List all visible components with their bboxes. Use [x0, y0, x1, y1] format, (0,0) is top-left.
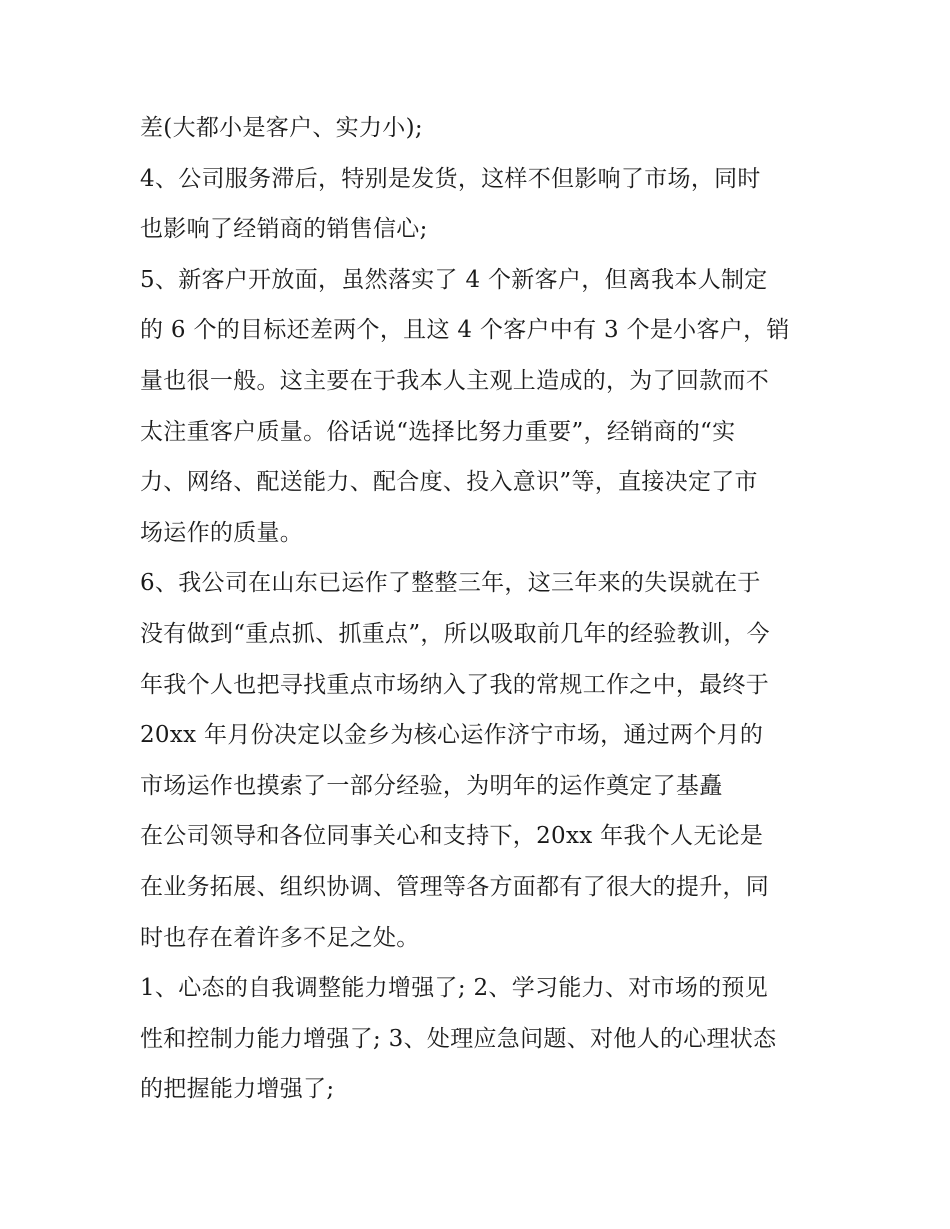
text-line: 年我个人也把寻找重点市场纳入了我的常规工作之中，最终于: [140, 671, 770, 698]
text-line: 的把握能力增强了;: [140, 1076, 335, 1103]
text-line: 量也很一般。这主要在于我本人主观上造成的，为了回款而不: [140, 367, 770, 394]
text-line: 5、新客户开放面，虽然落实了 4 个新客户，但离我本人制定: [140, 266, 768, 293]
text-line: 市场运作也摸索了一部分经验，为明年的运作奠定了基矗: [140, 772, 723, 799]
text-line: 在公司领导和各位同事关心和支持下，20xx 年我个人无论是: [140, 823, 764, 850]
text-line: 6、我公司在山东已运作了整整三年，这三年来的失误就在于: [140, 570, 761, 597]
text-line: 4、公司服务滞后，特别是发货，这样不但影响了市场，同时: [140, 165, 761, 192]
text-line: 太注重客户质量。俗话说“选择比努力重要”，经销商的“实: [140, 418, 736, 445]
text-line: 时也存在着许多不足之处。: [140, 924, 420, 951]
text-line: 也影响了经销商的销售信心;: [140, 216, 428, 243]
text-line: 1、心态的自我调整能力增强了; 2、学习能力、对市场的预见: [140, 975, 769, 1002]
text-line: 在业务拓展、组织协调、管理等各方面都有了很大的提升，同: [140, 873, 770, 900]
document-body: [140, 103, 820, 1115]
text-line: 20xx 年月份决定以金乡为核心运作济宁市场，通过两个月的: [140, 722, 764, 749]
text-line: 差(大都小是客户、实力小);: [140, 115, 423, 141]
text-line: 力、网络、配送能力、配合度、投入意识”等，直接决定了市: [140, 469, 758, 496]
text-line: 性和控制力能力增强了; 3、处理应急问题、对他人的心理状态: [140, 1025, 777, 1052]
text-line: 的 6 个的目标还差两个，且这 4 个客户中有 3 个是小客户，销: [140, 317, 790, 344]
text-line: 没有做到“重点抓、抓重点”，所以吸取前几年的经验教训，今: [140, 620, 770, 647]
text-line: 场运作的质量。: [140, 519, 304, 546]
